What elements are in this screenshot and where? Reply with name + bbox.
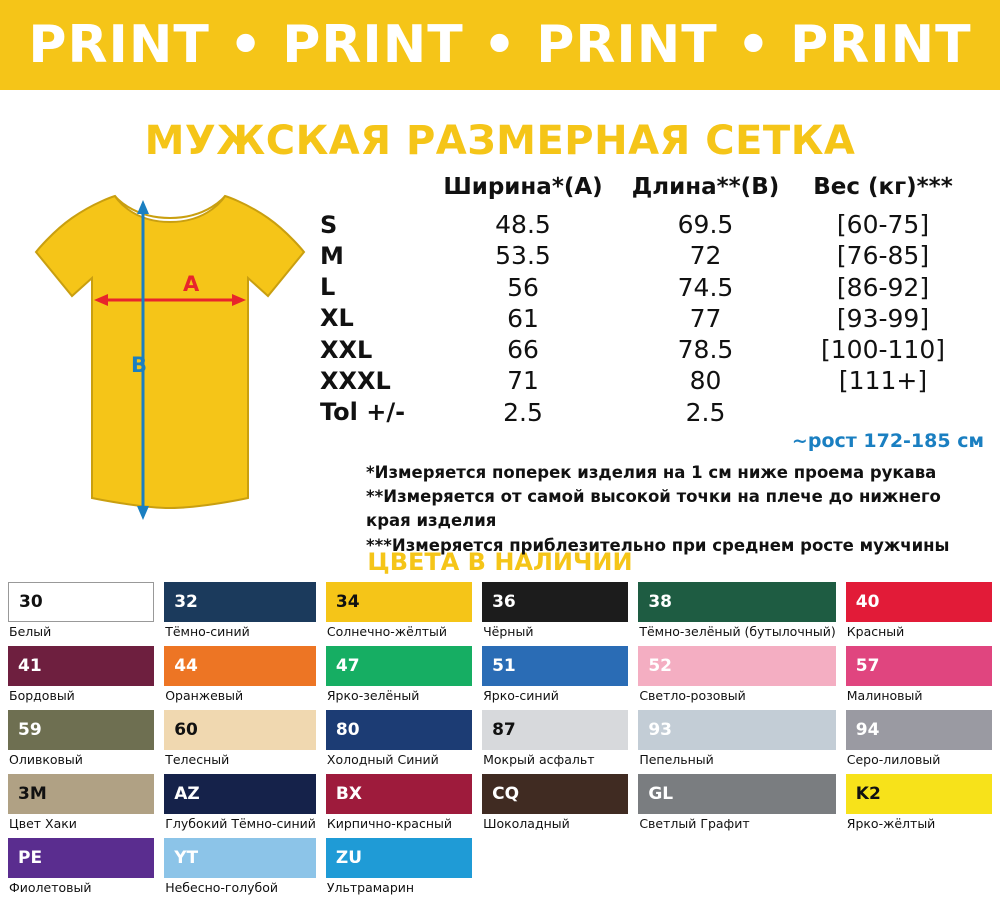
color-swatch-label: Ярко-жёлтый bbox=[846, 816, 936, 831]
color-swatch-label: Светло-розовый bbox=[639, 688, 746, 703]
cell-length: 80 bbox=[689, 366, 722, 396]
cell-weight: [93-99] bbox=[836, 303, 930, 333]
header-size bbox=[318, 174, 428, 209]
color-swatch-cell[interactable] bbox=[164, 710, 316, 771]
color-swatch[interactable]: ZU bbox=[326, 838, 472, 878]
size-table-area bbox=[318, 174, 988, 558]
color-swatch[interactable]: 87 bbox=[482, 710, 628, 750]
color-swatch-label: Серо-лиловый bbox=[846, 752, 941, 767]
cell-weight bbox=[793, 397, 973, 428]
tshirt-svg bbox=[20, 178, 320, 538]
color-swatch[interactable]: 3M bbox=[8, 774, 154, 814]
color-swatch-label: Ярко-зелёный bbox=[326, 688, 420, 703]
color-swatch[interactable]: 44 bbox=[164, 646, 316, 686]
color-swatch-cell[interactable] bbox=[8, 582, 154, 643]
cell-size: XL bbox=[320, 304, 354, 333]
color-swatch-cell[interactable] bbox=[8, 646, 154, 707]
color-swatch-cell[interactable] bbox=[164, 838, 316, 899]
color-swatch-cell[interactable] bbox=[638, 710, 835, 771]
color-swatch-label: Оливковый bbox=[9, 752, 83, 767]
cell-size: XXL bbox=[320, 335, 373, 364]
cell-length: 77 bbox=[689, 303, 722, 333]
measurement-section bbox=[0, 164, 1000, 554]
cell-width: 2.5 bbox=[503, 397, 543, 427]
cell-size: XXXL bbox=[320, 366, 391, 395]
color-swatch[interactable]: 34 bbox=[326, 582, 472, 622]
color-swatch[interactable]: 32 bbox=[164, 582, 316, 622]
cell-width: 48.5 bbox=[495, 210, 551, 239]
cell-size: L bbox=[320, 273, 336, 302]
color-swatch-cell[interactable] bbox=[164, 646, 316, 707]
color-swatch-grid bbox=[0, 582, 1000, 899]
color-swatch-cell[interactable] bbox=[326, 582, 472, 643]
table-row bbox=[318, 209, 973, 240]
table-row bbox=[318, 365, 973, 396]
tshirt-diagram bbox=[20, 178, 320, 538]
color-swatch-cell[interactable] bbox=[326, 646, 472, 707]
color-swatch-label: Шоколадный bbox=[483, 816, 570, 831]
color-swatch-label: Тёмно-зелёный (бутылочный) bbox=[639, 624, 836, 639]
color-swatch[interactable]: 52 bbox=[638, 646, 835, 686]
colors-section-title: ЦВЕТА В НАЛИЧИИ bbox=[367, 548, 633, 576]
color-swatch[interactable]: AZ bbox=[164, 774, 316, 814]
color-swatch[interactable]: 59 bbox=[8, 710, 154, 750]
cell-weight: [60-75] bbox=[836, 210, 930, 239]
footnotes bbox=[318, 461, 988, 558]
color-swatch-label: Телесный bbox=[165, 752, 230, 767]
header-length: Длина**(B) bbox=[631, 174, 780, 200]
cell-length: 72 bbox=[689, 241, 722, 271]
color-swatch-label: Кирпично-красный bbox=[326, 816, 453, 831]
color-swatch-cell[interactable] bbox=[846, 582, 992, 643]
cell-length: 69.5 bbox=[677, 210, 734, 239]
header-width: Ширина*(A) bbox=[443, 174, 603, 200]
measure-label-b: B bbox=[131, 353, 148, 377]
cell-length: 2.5 bbox=[685, 397, 726, 427]
print-banner bbox=[0, 0, 1000, 90]
color-swatch-label: Ярко-синий bbox=[483, 688, 559, 703]
cell-weight: [111+] bbox=[838, 366, 928, 396]
cell-weight: [76-85] bbox=[836, 241, 930, 271]
color-swatch-cell[interactable] bbox=[846, 710, 992, 771]
color-swatch-label: Фиолетовый bbox=[9, 880, 92, 895]
color-swatch-cell[interactable] bbox=[326, 774, 472, 835]
table-header-row bbox=[318, 174, 973, 209]
color-swatch-label: Бордовый bbox=[9, 688, 75, 703]
footnote-length: **Измеряется от самой высокой точки на плече до нижнего края изделия bbox=[366, 487, 941, 531]
color-swatch-label: Солнечно-жёлтый bbox=[326, 624, 448, 639]
color-swatch-cell[interactable] bbox=[638, 582, 835, 643]
color-swatch-label: Пепельный bbox=[639, 752, 714, 767]
color-swatch[interactable]: CQ bbox=[482, 774, 628, 814]
color-swatch-label: Малиновый bbox=[846, 688, 923, 703]
color-swatch[interactable]: K2 bbox=[846, 774, 992, 814]
color-swatch-label: Ультрамарин bbox=[326, 880, 415, 895]
color-swatch-label: Мокрый асфальт bbox=[483, 752, 595, 767]
color-swatch-cell[interactable] bbox=[482, 646, 628, 707]
color-swatch-cell[interactable] bbox=[482, 582, 628, 643]
color-swatch[interactable]: GL bbox=[638, 774, 835, 814]
color-swatch-cell[interactable] bbox=[638, 774, 835, 835]
color-swatch-label: Светлый Графит bbox=[639, 816, 750, 831]
color-swatch[interactable]: 80 bbox=[326, 710, 472, 750]
cell-size: Tol +/- bbox=[320, 398, 406, 427]
footnote-width: *Измеряется поперек изделия на 1 см ниже проема рукава bbox=[366, 462, 937, 482]
color-swatch[interactable]: 60 bbox=[164, 710, 316, 750]
cell-size: M bbox=[320, 241, 344, 270]
color-swatch[interactable]: PE bbox=[8, 838, 154, 878]
color-swatch-label: Небесно-голубой bbox=[165, 880, 278, 895]
color-swatch-cell[interactable] bbox=[326, 838, 472, 899]
header-weight: Вес (кг)*** bbox=[813, 174, 953, 200]
color-swatch-cell[interactable] bbox=[164, 774, 316, 835]
color-swatch-cell[interactable] bbox=[846, 646, 992, 707]
cell-weight: [100-110] bbox=[821, 335, 945, 364]
table-row bbox=[318, 334, 973, 365]
growth-note: ~рост 172-185 см bbox=[791, 429, 984, 452]
footnote-weight: ***Измеряется приблезительно при среднем росте мужчины bbox=[366, 535, 950, 555]
cell-width: 56 bbox=[507, 272, 539, 302]
measure-label-a: A bbox=[183, 272, 200, 296]
color-swatch-cell[interactable] bbox=[482, 774, 628, 835]
color-swatch-label: Белый bbox=[9, 624, 52, 639]
cell-length: 78.5 bbox=[677, 335, 734, 364]
color-swatch[interactable]: YT bbox=[164, 838, 316, 878]
color-swatch-label: Цвет Хаки bbox=[9, 816, 77, 831]
size-table bbox=[318, 174, 973, 428]
color-swatch[interactable]: 41 bbox=[8, 646, 154, 686]
color-swatch-label: Тёмно-синий bbox=[165, 624, 250, 639]
color-swatch[interactable]: 36 bbox=[482, 582, 628, 622]
print-banner-text: PRINT • PRINT • PRINT • PRINT bbox=[28, 15, 972, 75]
cell-width: 53.5 bbox=[495, 241, 551, 271]
color-swatch-cell[interactable] bbox=[846, 774, 992, 835]
color-swatch[interactable]: 93 bbox=[638, 710, 835, 750]
color-swatch[interactable]: 94 bbox=[846, 710, 992, 750]
color-swatch-cell[interactable] bbox=[164, 582, 316, 643]
table-row bbox=[318, 397, 973, 428]
color-swatch-cell[interactable] bbox=[8, 710, 154, 771]
color-swatch-label: Красный bbox=[846, 624, 905, 639]
color-swatch[interactable]: 57 bbox=[846, 646, 992, 686]
cell-size: S bbox=[320, 210, 338, 239]
color-swatch-label: Холодный Синий bbox=[326, 752, 439, 767]
color-swatch[interactable]: 40 bbox=[846, 582, 992, 622]
color-swatch[interactable]: 38 bbox=[638, 582, 835, 622]
color-swatch-cell[interactable] bbox=[8, 838, 154, 899]
cell-weight: [86-92] bbox=[836, 272, 930, 302]
table-row bbox=[318, 272, 973, 303]
page-title: МУЖСКАЯ РАЗМЕРНАЯ СЕТКА bbox=[144, 118, 856, 164]
color-swatch-cell[interactable] bbox=[638, 646, 835, 707]
color-swatch[interactable]: BX bbox=[326, 774, 472, 814]
table-row bbox=[318, 240, 973, 271]
color-swatch-label: Глубокий Тёмно-синий bbox=[165, 816, 316, 831]
color-swatch-cell[interactable] bbox=[8, 774, 154, 835]
cell-width: 66 bbox=[507, 335, 539, 364]
cell-width: 61 bbox=[507, 303, 539, 333]
cell-width: 71 bbox=[507, 366, 539, 396]
color-swatch[interactable]: 47 bbox=[326, 646, 472, 686]
color-swatch-cell[interactable] bbox=[326, 710, 472, 771]
table-row bbox=[318, 303, 973, 334]
color-swatch-label: Чёрный bbox=[483, 624, 534, 639]
cell-length: 74.5 bbox=[677, 272, 734, 302]
color-swatch[interactable]: 30 bbox=[8, 582, 154, 622]
color-swatch[interactable]: 51 bbox=[482, 646, 628, 686]
color-swatch-cell[interactable] bbox=[482, 710, 628, 771]
color-swatch-label: Оранжевый bbox=[165, 688, 244, 703]
